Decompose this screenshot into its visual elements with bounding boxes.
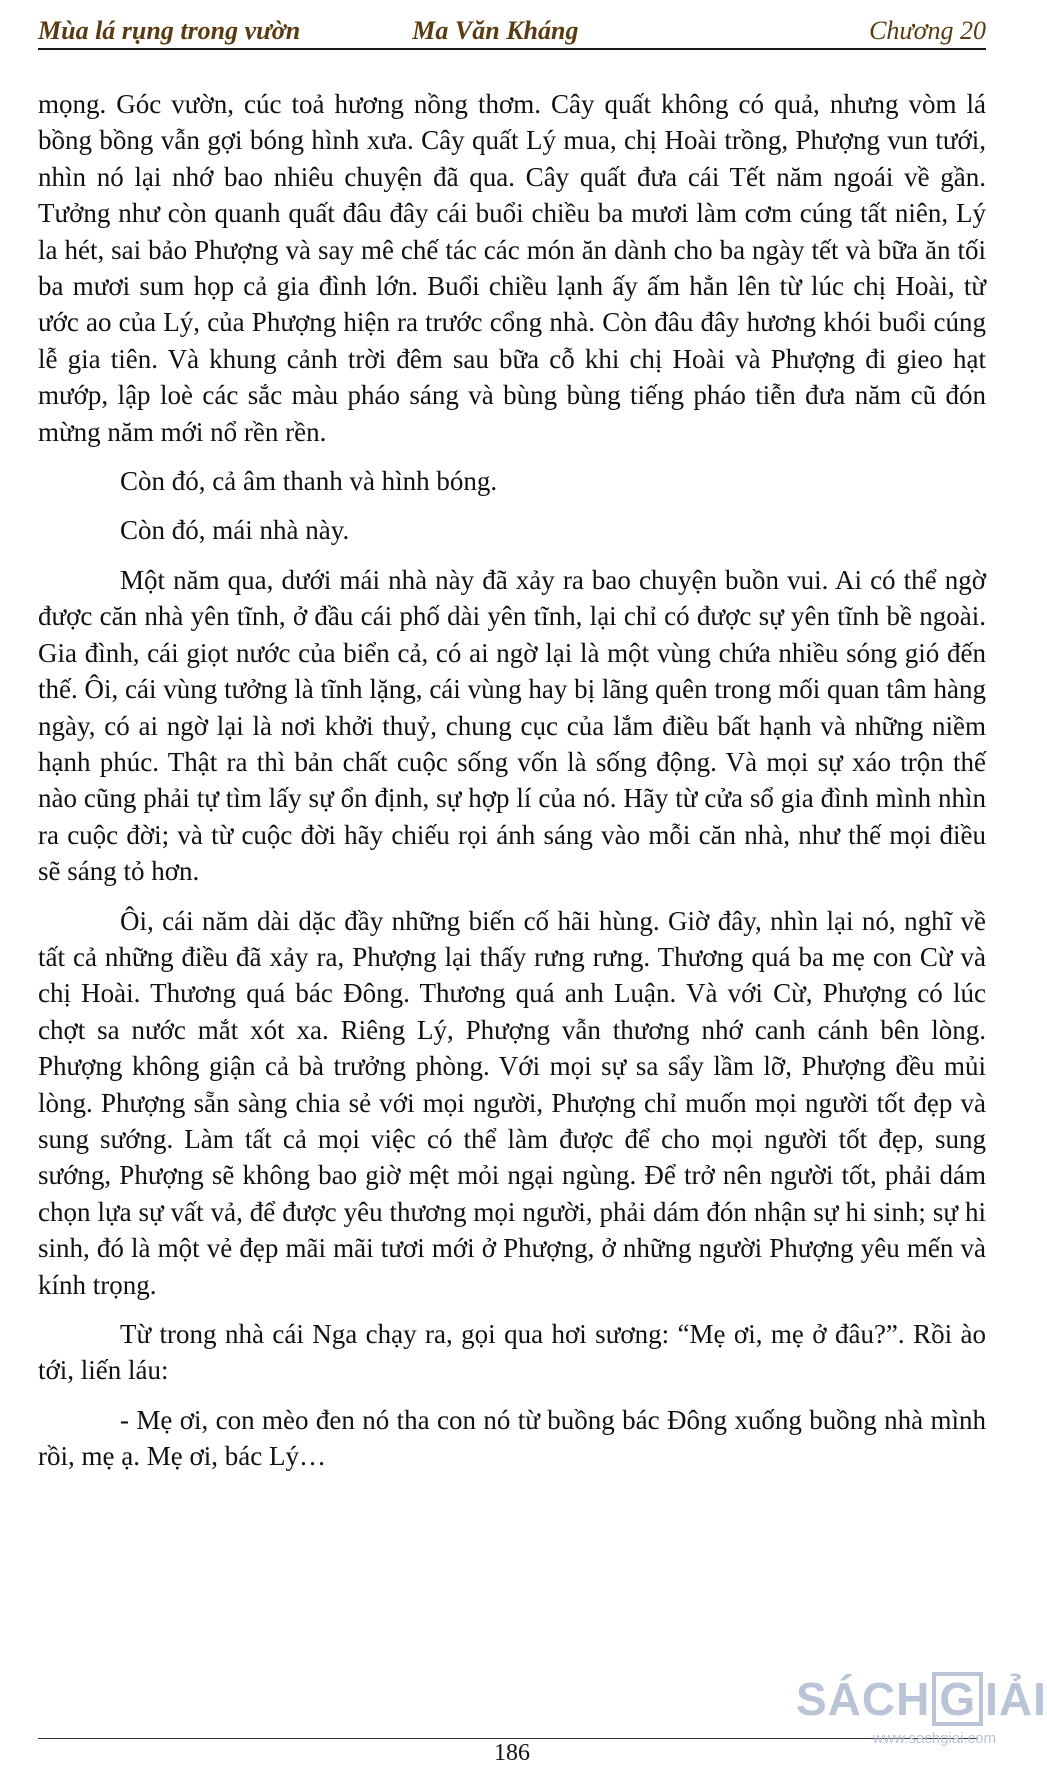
watermark-logo bbox=[796, 1672, 1047, 1772]
page-number: 186 bbox=[494, 1740, 530, 1766]
paragraph-2: Còn đó, cả âm thanh và hình bóng. bbox=[120, 466, 498, 497]
paragraph-7: - Mẹ ơi, con mèo đen nó tha con nó từ buồng bác Đông xuống buồng nhà mình rồi, mẹ ạ. Mẹ ơi, bác Lý… bbox=[38, 1404, 986, 1472]
watermark-text-right: IẢI bbox=[985, 1673, 1047, 1725]
paragraph-5: Ôi, cái năm dài dặc đầy những biến cố hãi hùng. Giờ đây, nhìn lại nó, nghĩ về tất cả những điều đã xảy ra, Phượng lại thấy rưng rưng. Thương quá ba mẹ con Cừ và chị Hoài. Thương quá bác Đông. Thương quá anh Luận. Và với Cừ, Phượng có lúc chợt sa nước mắt xót xa. Riêng Lý, Phượng vẫn thương nhớ canh cánh bên lòng. Phượng không giận cả bà trưởng phòng. Với mọi sự sa sẩy lầm lỡ, Phượng đều mủi lòng. Phượng sẵn sàng chia sẻ với mọi người, Phượng chỉ muốn mọi người tốt đẹp và sung sướng. Làm tất cả mọi việc có thể làm được để cho mọi người tốt đẹp, sung sướng, Phượng sẽ không bao giờ mệt mỏi ngại ngùng. Để trở nên người tốt, phải dám chọn lựa sự vất vả, để được yêu thương mọi người, phải dám đón nhận sự hi sinh; sự hi sinh, đó là một vẻ đẹp mãi mãi tươi mới ở Phượng, ở những người Phượng yêu mến và kính trọng. bbox=[38, 905, 986, 1300]
paragraph-6: Từ trong nhà cái Nga chạy ra, gọi qua hơi sương: “Mẹ ơi, mẹ ở đâu?”. Rồi ào tới, liến láu: bbox=[38, 1319, 986, 1386]
watermark-text-left: SÁCH bbox=[796, 1673, 931, 1725]
page-header bbox=[38, 10, 986, 50]
author-name: Ma Văn Kháng bbox=[412, 16, 579, 45]
watermark-box-letter: G bbox=[932, 1672, 983, 1726]
paragraph-1: mọng. Góc vườn, cúc toả hương nồng thơm. Cây quất không có quả, nhưng vòm lá bồng bồng vẫn gợi bóng hình xưa. Cây quất Lý mua, chị Hoài trồng, Phượng vun tưới, nhìn nó lại nhớ bao nhiêu chuyện đã qua. Cây quất đưa cái Tết năm ngoái về gần. Tưởng như còn quanh quất đâu đây cái buổi chiều ba mươi làm cơm cúng tất niên, Lý la hét, sai bảo Phượng và say mê chế tác các món ăn dành cho ba ngày tết và bữa ăn tối ba mươi sum họp cả gia đình lớn. Buổi chiều lạnh ấy ấm hẳn lên từ lúc chị Hoài, từ ước ao của Lý, của Phượng hiện ra trước cổng nhà. Còn đâu đây hương khói buổi cúng lễ gia tiên. Và khung cảnh trời đêm sau bữa cỗ khi chị Hoài và Phượng đi gieo hạt mướp, lập loè các sắc màu pháo sáng và bùng bùng tiếng pháo tiễn đưa năm cũ đón mừng năm mới nổ rền rền. bbox=[38, 89, 986, 447]
book-title: Mùa lá rụng trong vườn bbox=[38, 16, 301, 45]
watermark-wordmark bbox=[796, 1672, 1047, 1726]
page-body bbox=[38, 86, 986, 1488]
paragraph-3: Còn đó, mái nhà này. bbox=[120, 515, 350, 546]
chapter-label: Chương 20 bbox=[869, 16, 986, 45]
paragraph-4: Một năm qua, dưới mái nhà này đã xảy ra bao chuyện buồn vui. Ai có thể ngờ được căn nhà yên tĩnh, ở đầu cái phố dài yên tĩnh, lại chỉ có được sự yên tĩnh bề ngoài. Gia đình, cái giọt nước của biển cả, có ai ngờ lại là một vùng chứa nhiều sóng gió đến thế. Ôi, cái vùng tưởng là tĩnh lặng, cái vùng hay bị lãng quên trong mối quan tâm hàng ngày, có ai ngờ lại là nơi khởi thuỷ, chung cục của lắm điều bất hạnh và những niềm hạnh phúc. Thật ra thì bản chất cuộc sống vốn là sống động. Và mọi sự xáo trộn thế nào cũng phải tự tìm lấy sự ổn định, sự hợp lí của nó. Hãy từ cửa sổ gia đình mình nhìn ra cuộc đời; và từ cuộc đời hãy chiếu rọi ánh sáng vào mỗi căn nhà, như thế mọi điều sẽ sáng tỏ hơn. bbox=[38, 564, 986, 887]
watermark-url: www.sachgiai.com bbox=[872, 1730, 996, 1747]
